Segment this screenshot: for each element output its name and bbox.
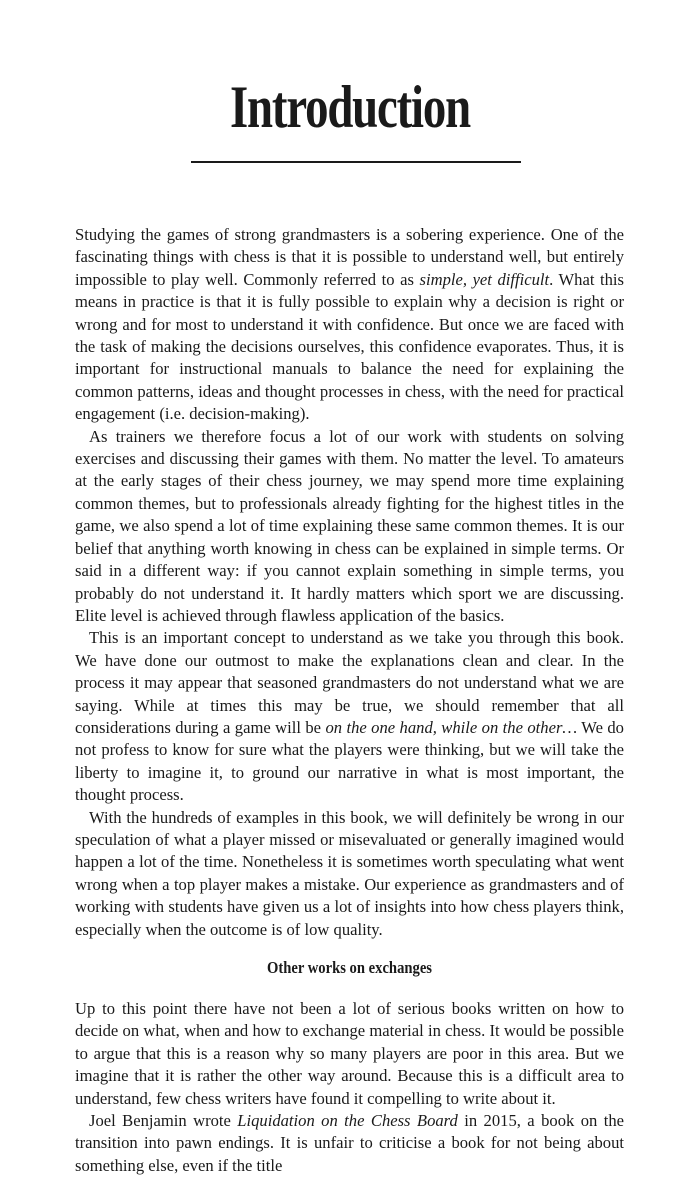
paragraph-6-text-b: in 2015, a book on the transition into pawn endings. It is unfair to criticise a book for not being about something else, even if the title xyxy=(75,1111,624,1175)
paragraph-3-emphasis: on the one hand, while on the other… xyxy=(325,717,578,737)
paragraph-3-text-a: This is an important concept to understand as we take you through this book. We have done our outmost to make the explanations clean and clear. In the process it may appear that seasoned grandmasters do not understand what we are saying. While at times this may be true, we should remember that all considerations during a game will be xyxy=(75,628,624,737)
paragraph-1-emphasis: simple, yet difficult xyxy=(419,269,550,289)
paragraph-3 xyxy=(75,627,624,806)
section-heading: Other works on exchanges xyxy=(266,958,433,977)
chapter-body xyxy=(75,224,624,1177)
paragraph-2: As trainers we therefore focus a lot of our work with students on solving exercises and discussing their games with them. No matter the level. To amateurs at the early stages of their chess journey, we may spend more time explaining common themes, but to professionals already fighting for the highest titles in the game, we also spend a lot of time explaining these same common themes. It is our belief that anything worth knowing in chess can be explained in simple terms. Or said in a different way: if you cannot explain something in simple terms, you probably do not understand it. It hardly matters which sport we are discussing. Elite level is achieved through flawless application of the basics. xyxy=(75,426,624,625)
paragraph-1-text-b: . What this means in practice is that it is fully possible to explain why a decision is right or wrong and for most to understand it with confidence. But once we are faced with the task of making the decisions ourselves, this confidence evaporates. Thus, it is important for instructional manuals to balance the need for explaining the common patterns, ideas and thought processes in chess, with the need for practical engagement (i.e. decision-making). xyxy=(75,269,624,424)
paragraph-6-text-a: Joel Benjamin wrote xyxy=(89,1111,238,1131)
paragraph-1-text-a: Studying the games of strong grandmasters is a sobering experience. One of the fascinating things with chess is that it is possible to understand well, but entirely impossible to play well. Commonly referred to as xyxy=(75,225,624,289)
paragraph-5: Up to this point there have not been a lot of serious books written on how to decide on what, when and how to exchange material in chess. It would be possible to argue that this is a reason why so many players are poor in this area. But we imagine that it is rather the other way around. Because this is a difficult area to understand, few chess writers have found it compelling to write about it. xyxy=(75,999,624,1108)
book-title-emphasis: Liquidation on the Chess Board xyxy=(237,1111,458,1131)
paragraph-3-text-b: We do not profess to know for sure what the players were thinking, but we will take the liberty to imagine it, to ground our narrative in what is most important, the thought process. xyxy=(75,717,624,805)
paragraph-6 xyxy=(75,1110,624,1177)
chapter-title: Introduction xyxy=(230,74,470,140)
paragraph-1 xyxy=(75,224,624,426)
paragraph-4: With the hundreds of examples in this book, we will definitely be wrong in our speculation of what a player missed or misevaluated or generally imagined would happen a lot of the time. Nonetheless it is sometimes worth speculating what went wrong when a top player makes a mistake. Our experience as grandmasters and of working with students have given us a lot of insights into how chess players think, especially when the outcome is of low quality. xyxy=(75,807,624,939)
title-underline xyxy=(191,161,521,163)
